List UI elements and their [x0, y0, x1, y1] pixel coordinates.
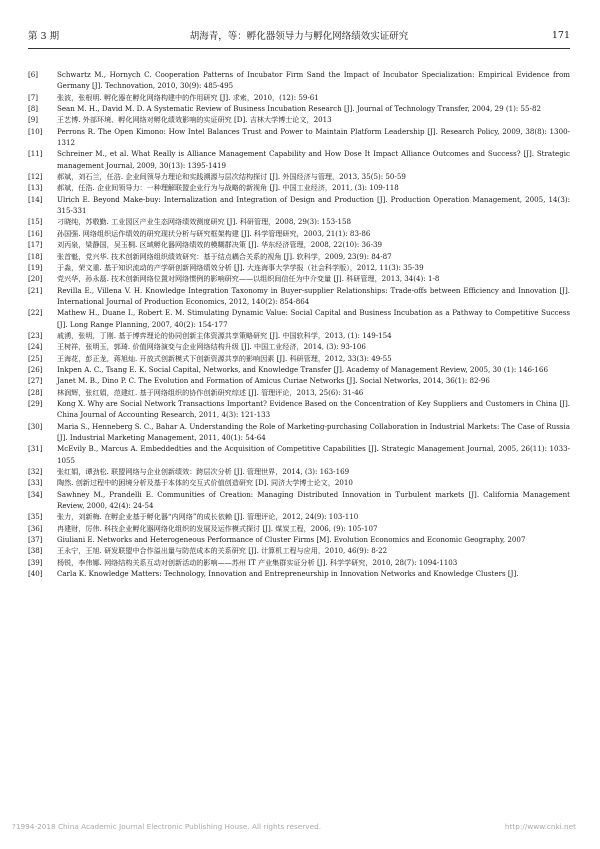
reference-text: 张首魁，党兴华. 技术创新网络组织绩效研究：基于结点耦合关系的视角 [J]. 软科学，2009, 23(9): 84-87 [57, 251, 392, 261]
reference-text: Ulrich E. Beyond Make-buy: Internalization and Integration of Design and Production [J]. Production Operation Management, 2005, 14(3): 315-331 [57, 194, 570, 216]
reference-entry [28, 568, 570, 579]
reference-number: [11] [28, 149, 43, 159]
reference-number: [34] [28, 489, 43, 499]
reference-text: 张红娟，谭劲松. 联盟网络与企业创新绩效：跨层次分析 [J]. 管理世界，2014, (3): 163-169 [57, 467, 350, 477]
reference-text: 陶然. 创新过程中的困境分析及基于本体的交互式价值创造研究 [D]. 同济大学博士论文，2010 [57, 478, 353, 488]
reference-text: 刘丙泉，梁静国，吴玉桐. 区域孵化器网络绩效的模糊群决策 [J]. 华东经济管理，2008, 22(10): 36-39 [57, 240, 382, 250]
reference-entry [28, 228, 570, 239]
reference-number: [9] [28, 115, 39, 125]
reference-entry [28, 251, 570, 262]
reference-number: [13] [28, 183, 43, 193]
header-rule [28, 48, 570, 49]
reference-number: [14] [28, 194, 43, 204]
reference-number: [33] [28, 478, 43, 488]
reference-number: [17] [28, 240, 43, 250]
reference-text: 党兴华，孙永磊. 技术创新网络位置对网络惯例的影响研究——以组织间信任为中介变量 [J]. 科研管理，2013, 34(4): 1-8 [57, 274, 440, 284]
reference-number: [24] [28, 342, 43, 352]
reference-text: Maria S., Henneberg S. C., Bahar A. Understanding the Role of Marketing-purchasing Collaboration in Industrial Markets: The Case of Russia [J]. Industrial Marketing Management, 2011, 40(1): 54-64 [57, 421, 570, 442]
reference-text: 郝斌，任浩. 企业间领导力：一种理解联盟企业行为与战略的新视角 [J]. 中国工业经济，2011, (3): 109-118 [57, 183, 399, 193]
reference-entry [28, 545, 570, 556]
reference-entry [28, 171, 570, 182]
issue-label: 第 3 期 [28, 31, 60, 42]
reference-text: Kong X. Why are Social Network Transactions Important? Evidence Based on the Concentration of Key Suppliers and Customers in China [J]. China Journal of Accounting Research, 2011, 4(3): 121-133 [57, 398, 570, 420]
reference-text: 于淼，荣文重. 基于知识流动的产学研创新网络绩效分析 [J]. 大连海事大学学报（社会科学版），2012, 11(3): 35-39 [57, 262, 424, 272]
reference-entry [28, 421, 570, 444]
reference-number: [7] [28, 92, 39, 102]
reference-number: [31] [28, 444, 43, 454]
reference-number: [8] [28, 104, 39, 114]
reference-entry [28, 353, 570, 364]
reference-number: [38] [28, 546, 43, 556]
reference-entry [28, 239, 570, 250]
reference-entry [28, 182, 570, 193]
reference-number: [35] [28, 512, 43, 522]
reference-entry [28, 511, 570, 522]
reference-text: Giuliani E. Networks and Heterogeneous Performance of Cluster Firms [M]. Evolution Economics and Economic Geography, 2007 [57, 535, 526, 545]
reference-entry [28, 523, 570, 534]
reference-text: Sawhney M., Prandelli E. Communities of Creation: Managing Distributed Innovation in Turbulent markets [J]. California Management Review, 2000, 42(4): 24-54 [57, 489, 570, 511]
reference-entry [28, 285, 570, 308]
reference-text: McEvily B., Marcus A. Embeddedties and the Acquisition of Competitive Capabilities [J]. Strategic Management Journal, 2005, 26(11): 1033-1055 [57, 444, 570, 465]
running-title: 胡海青，等：孵化器领导力与孵化网络绩效实证研究 [189, 31, 409, 42]
reference-text: 林润辉，张红娟，范建红. 基于网络组织的协作创新研究综述 [J]. 管理评论，2013, 25(6): 31-46 [57, 387, 364, 397]
reference-number: [40] [28, 569, 43, 579]
reference-text: 戚湧，张明，丁刚. 基于博弈理论的协同创新主体资源共享策略研究 [J]. 中国软科学，2013, (1): 149-154 [57, 330, 392, 340]
reference-entry [28, 534, 570, 545]
reference-number: [25] [28, 353, 43, 363]
reference-number: [36] [28, 523, 43, 533]
reference-number: [19] [28, 262, 43, 272]
reference-entry [28, 103, 570, 114]
copyright-notice: ?1994-2018 China Academic Journal Electronic Publishing House. All rights reserved. [12, 822, 322, 831]
reference-text: 张力，刘新梅. 在孵企业基于孵化器“内网络”的成长依赖 [J]. 管理评论，2012, 24(9): 103-110 [57, 512, 359, 522]
reference-entry [28, 489, 570, 512]
footer-url: http://www.cnki.net [504, 822, 576, 831]
reference-text: Sean M. H., David M. D. A Systematic Review of Business Incubation Research [J]. Journal of Technology Transfer, 2004, 29 (1): 55-82 [57, 104, 541, 114]
reference-number: [10] [28, 126, 43, 136]
reference-number: [39] [28, 557, 43, 567]
reference-text: Carla K. Knowledge Matters: Technology, Innovation and Entrepreneurship in Innovation Networks and Knowledge Clusters [J]. [57, 569, 519, 579]
reference-text: Schwartz M., Hornych C. Cooperation Patterns of Incubator Firm Sand the Impact of Incubator Specialization: Empirical Evidence from Germany [J]. Technovation, 2010, 30(9): 485-495 [57, 70, 570, 91]
reference-number: [23] [28, 330, 43, 340]
reference-entry [28, 387, 570, 398]
reference-entry [28, 114, 570, 125]
reference-entry [28, 69, 570, 92]
reference-text: 刁晓纯，苏敬勤. 工业园区产业生态网络绩效测度研究 [J]. 科研管理，2008, 29(3): 153-158 [57, 217, 352, 227]
reference-text: 王艺博. 外部环境、孵化网络对孵化绩效影响的实证研究 [D]. 吉林大学博士论文，2013 [57, 115, 332, 125]
reference-text: 冉建财，厉伟. 科技企业孵化器网络化组织的发展及运作模式探讨 [J]. 煤炭工程，2006, (9): 105-107 [57, 523, 378, 533]
reference-number: [26] [28, 364, 43, 374]
reference-entry [28, 330, 570, 341]
reference-entry [28, 375, 570, 386]
reference-entry [28, 341, 570, 352]
reference-entry [28, 92, 570, 103]
reference-entry [28, 307, 570, 330]
reference-entry [28, 398, 570, 421]
reference-number: [16] [28, 228, 43, 238]
page-number: 171 [551, 29, 570, 41]
reference-number: [29] [28, 398, 43, 408]
reference-number: [27] [28, 376, 43, 386]
reference-entry [28, 262, 570, 273]
reference-text: 王永宁，王旭. 研发联盟中合作溢出量与防范成本的关系研究 [J]. 计算机工程与应用，2010, 46(9): 8-22 [57, 546, 388, 556]
reference-entry [28, 216, 570, 227]
reference-number: [21] [28, 285, 43, 295]
reference-number: [28] [28, 387, 43, 397]
reference-text: 张波，张根明. 孵化器在孵化网络构建中的作用研究 [J]. 求索，2010，(12): 59-61 [57, 92, 319, 102]
page-footer [0, 822, 600, 831]
reference-entry [28, 126, 570, 149]
reference-entry [28, 273, 570, 284]
reference-entry [28, 477, 570, 488]
running-header [28, 26, 570, 44]
reference-text: 孙国强. 网络组织运作绩效的研究现状分析与研究框架构建 [J]. 科学管理研究，2003, 21(1): 83-86 [57, 228, 371, 238]
reference-entry [28, 466, 570, 477]
reference-text: Mathew H., Duane I., Robert E. M. Stimulating Dynamic Value: Social Capital and Business Incubation as a Pathway to Competitive Success [J]. Long Range Planning, 2007, 40(2): 154-177 [57, 308, 570, 329]
reference-entry [28, 194, 570, 217]
reference-number: [18] [28, 251, 43, 261]
reference-list [28, 69, 570, 579]
reference-text: Revilla E., Villena V. H. Knowledge Integration Taxonomy in Buyer-supplier Relationships: Trade-offs between Efficiency and Innovation [J]. International Journal of Production Economics, 2012, 140(2): 854-864 [57, 285, 570, 306]
reference-entry [28, 364, 570, 375]
reference-number: [22] [28, 308, 43, 318]
reference-number: [6] [28, 70, 39, 79]
reference-entry [28, 148, 570, 171]
reference-text: 杨锐，李伟娜. 网络结构关系互动对创新活动的影响——苏州 IT 产业集群实证分析 [J]. 科学学研究，2010, 28(7): 1094-1103 [57, 557, 458, 567]
reference-text: 郝斌，刘石兰，任浩. 企业间领导力理论和实践溯源与层次结构探讨 [J]. 外国经济与管理，2013, 35(5): 50-59 [57, 172, 406, 182]
reference-text: Perrons R. The Open Kimono: How Intel Balances Trust and Power to Maintain Platform Leadership [J]. Research Policy, 2009, 38(8): 1300-1312 [57, 126, 570, 148]
reference-text: 王海花，彭正龙，蒋旭灿. 开放式创新模式下创新资源共享的影响因素 [J]. 科研管理，2012, 33(3): 49-55 [57, 353, 392, 363]
reference-entry [28, 557, 570, 568]
reference-number: [20] [28, 274, 43, 284]
reference-number: [12] [28, 172, 43, 182]
reference-text: Janet M. B., Dino P. C. The Evolution and Formation of Amicus Curiae Networks [J]. Social Networks, 2014, 36(1): 82-96 [57, 376, 490, 386]
reference-text: Schreiner M., et al. What Really is Alliance Management Capability and How Dose It Impact Alliance Outcomes and Success? [J]. Strategic management Journal, 2009, 30(13): 1395-1419 [57, 149, 570, 170]
reference-number: [30] [28, 421, 43, 431]
reference-number: [15] [28, 217, 43, 227]
reference-number: [37] [28, 535, 43, 545]
reference-text: 王树祥，张明玉，郭琦. 价值网络演变与企业网络结构升级 [J]. 中国工业经济，2014, (3): 93-106 [57, 342, 366, 352]
reference-entry [28, 443, 570, 466]
reference-text: Inkpen A. C., Tsang E. K. Social Capital, Networks, and Knowledge Transfer [J]. Academy of Management Review, 2005, 30 (1): 146-166 [57, 364, 548, 374]
reference-number: [32] [28, 467, 43, 477]
